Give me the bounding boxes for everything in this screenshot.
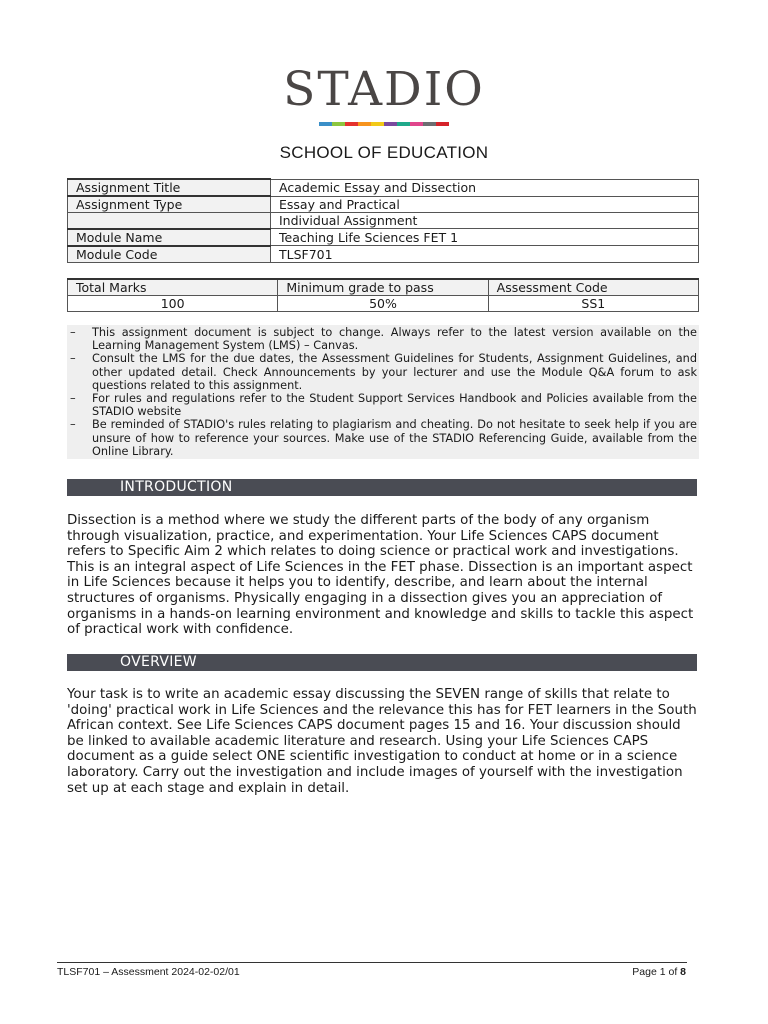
- row-label: Assignment Title: [68, 179, 271, 196]
- logo-color-segment: [423, 122, 436, 126]
- list-item: [67, 418, 697, 458]
- note-text: For rules and regulations refer to the Student Support Services Handbook and Policies available from the STADIO website: [92, 392, 697, 419]
- notes-box: [67, 325, 699, 459]
- table-row: [68, 179, 699, 196]
- assignment-info-table: [67, 178, 699, 263]
- logo-color-segment: [332, 122, 345, 126]
- list-item: [67, 352, 697, 392]
- overview-heading: OVERVIEW: [67, 654, 697, 671]
- footer-document-code: TLSF701 – Assessment 2024-02-02/01: [57, 966, 240, 978]
- row-label: Module Name: [68, 229, 271, 246]
- logo-color-segment: [358, 122, 371, 126]
- table-header-row: [68, 279, 699, 296]
- page-total: 8: [680, 966, 686, 978]
- table-row: [68, 296, 699, 312]
- row-value: Individual Assignment: [271, 213, 699, 229]
- page-prefix: Page: [632, 966, 660, 978]
- logo-color-segment: [436, 122, 449, 126]
- page-number: [632, 966, 686, 978]
- header-assessment-code: Assessment Code: [488, 279, 698, 296]
- note-text: Consult the LMS for the due dates, the Assessment Guidelines for Students, Assignment Guidelines, and other updated detail. Check Announcements by your lecturer and use the Module Q&A forum to ask questions related to this assignment.: [92, 352, 697, 392]
- row-label: [68, 213, 271, 229]
- logo-color-segment: [384, 122, 397, 126]
- header-total-marks: Total Marks: [68, 279, 278, 296]
- list-dash: –: [70, 392, 76, 406]
- logo-color-bar: [0, 122, 768, 126]
- list-dash: –: [70, 352, 76, 366]
- stadio-logo: [0, 62, 768, 126]
- row-label: Module Code: [68, 246, 271, 263]
- introduction-heading: INTRODUCTION: [67, 479, 697, 496]
- row-value: Essay and Practical: [271, 196, 699, 213]
- marks-table: [67, 278, 699, 312]
- table-row: [68, 213, 699, 229]
- list-item: [67, 392, 697, 418]
- row-label: Assignment Type: [68, 196, 271, 213]
- list-dash: –: [70, 418, 76, 432]
- list-item: [67, 326, 697, 352]
- minimum-grade-value: 50%: [278, 296, 488, 312]
- table-row: [68, 229, 699, 246]
- logo-color-segment: [319, 122, 332, 126]
- page-of: of: [665, 966, 681, 978]
- page-current: 1: [659, 966, 666, 978]
- table-row: [68, 196, 699, 213]
- logo-color-segment: [371, 122, 384, 126]
- row-value: Teaching Life Sciences FET 1: [271, 229, 699, 246]
- row-value: TLSF701: [271, 246, 699, 263]
- row-value: Academic Essay and Dissection: [271, 179, 699, 196]
- note-text: This assignment document is subject to change. Always refer to the latest version available on the Learning Management System (LMS) – Canvas.: [92, 326, 697, 353]
- assessment-code-value: SS1: [488, 296, 698, 312]
- table-row: [68, 246, 699, 263]
- logo-color-segment: [410, 122, 423, 126]
- note-text: Be reminded of STADIO's rules relating to plagiarism and cheating. Do not hesitate to seek help if you are unsure of how to reference your sources. Make use of the STADIO Referencing Guide, available from the Online Library.: [92, 418, 697, 458]
- total-marks-value: 100: [68, 296, 278, 312]
- header-minimum-grade: Minimum grade to pass: [278, 279, 488, 296]
- logo-color-segment: [345, 122, 358, 126]
- logo-wordmark: STADIO: [283, 62, 485, 117]
- overview-paragraph: Your task is to write an academic essay discussing the SEVEN range of skills that relate to 'doing' practical work in Life Sciences and the relevance this has for FET learners in the South African context. See Life Sciences CAPS document pages 15 and 16. Your discussion should be linked to available academic literature and research. Using your Life Sciences CAPS document as a guide select ONE scientific investigation to conduct at home or in a science laboratory. Carry out the investigation and include images of yourself with the investigation set up at each stage and explain in detail.: [67, 687, 697, 796]
- introduction-paragraph: Dissection is a method where we study the different parts of the body of any organism through visualization, practice, and experimentation. Your Life Sciences CAPS document refers to Specific Aim 2 which relates to doing science or practical work and investigations. This is an integral aspect of Life Sciences in the FET phase. Dissection is an important aspect in Life Sciences because it helps you to identify, describe, and learn about the internal structures of organisms. Physically engaging in a dissection gives you an appreciation of organisms in a hands-on learning environment and knowledge and skills to tackle this aspect of practical work with confidence.: [67, 513, 694, 638]
- logo-color-segment: [397, 122, 410, 126]
- school-title: SCHOOL OF EDUCATION: [279, 143, 489, 162]
- list-dash: –: [70, 326, 76, 339]
- footer-divider: [57, 962, 687, 963]
